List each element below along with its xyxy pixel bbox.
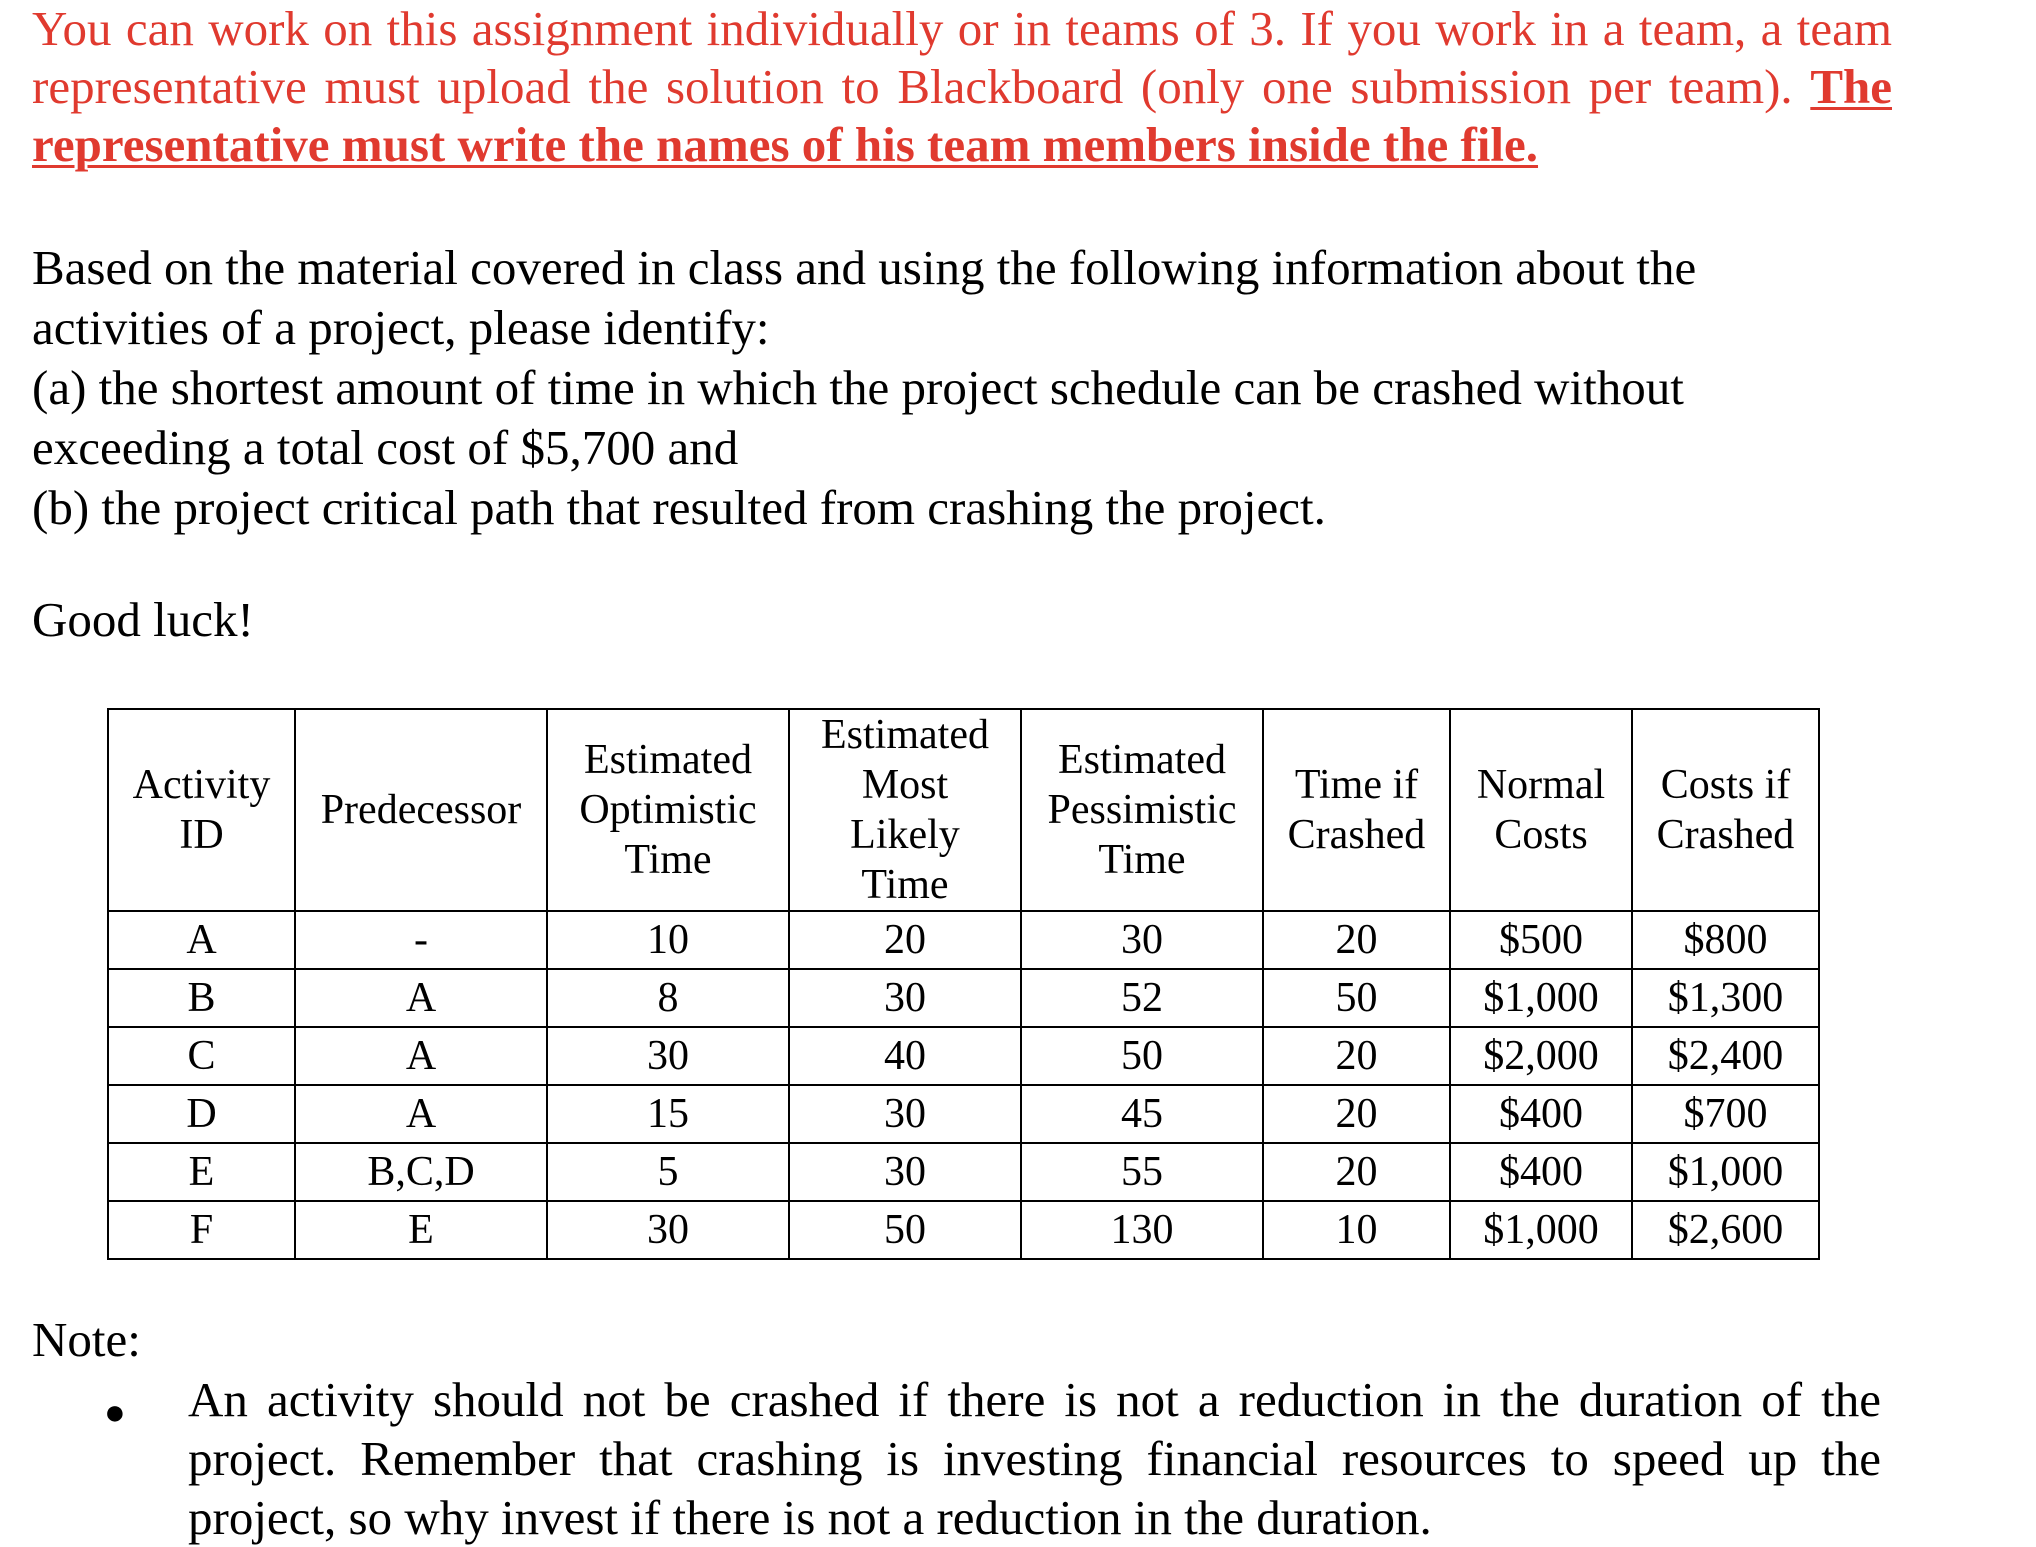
assignment-instructions	[32, 238, 1912, 538]
cell-optimistic: 30	[547, 1201, 789, 1259]
instruction-line: Based on the material covered in class and using the following information about the	[32, 240, 1697, 295]
cell-predecessor: B,C,D	[295, 1143, 547, 1201]
cell-pessimistic: 55	[1021, 1143, 1263, 1201]
instruction-line: (a) the shortest amount of time in which the project schedule can be crashed without	[32, 360, 1684, 415]
table-header-row	[108, 709, 1819, 911]
activities-table	[107, 708, 1820, 1260]
instruction-line: activities of a project, please identify:	[32, 300, 770, 355]
instruction-line: exceeding a total cost of $5,700 and	[32, 420, 739, 475]
cell-activity-id: C	[108, 1027, 295, 1085]
cell-predecessor: A	[295, 969, 547, 1027]
cell-optimistic: 8	[547, 969, 789, 1027]
cell-most-likely: 30	[789, 1085, 1021, 1143]
header-activity-id: Activity ID	[108, 709, 295, 911]
cell-normal-cost: $400	[1450, 1143, 1632, 1201]
header-predecessor: Predecessor	[295, 709, 547, 911]
header-normal-costs: Normal Costs	[1450, 709, 1632, 911]
cell-predecessor: A	[295, 1027, 547, 1085]
cell-pessimistic: 30	[1021, 911, 1263, 969]
bullet-icon: ●	[104, 1392, 126, 1432]
cell-optimistic: 30	[547, 1027, 789, 1085]
cell-most-likely: 20	[789, 911, 1021, 969]
header-optimistic-time: Estimated Optimistic Time	[547, 709, 789, 911]
cell-activity-id: F	[108, 1201, 295, 1259]
cell-predecessor: A	[295, 1085, 547, 1143]
note-title: Note:	[32, 1312, 141, 1367]
cell-optimistic: 5	[547, 1143, 789, 1201]
header-pessimistic-time: Estimated Pessimistic Time	[1021, 709, 1263, 911]
closing-text: Good luck!	[32, 592, 254, 647]
table-row	[108, 1201, 1819, 1259]
header-most-likely-time: Estimated Most Likely Time	[789, 709, 1021, 911]
cell-pessimistic: 50	[1021, 1027, 1263, 1085]
cell-crash-cost: $1,300	[1632, 969, 1819, 1027]
cell-crash-cost: $700	[1632, 1085, 1819, 1143]
cell-time-crashed: 10	[1263, 1201, 1450, 1259]
header-costs-if-crashed: Costs if Crashed	[1632, 709, 1819, 911]
table-row	[108, 1085, 1819, 1143]
cell-activity-id: E	[108, 1143, 295, 1201]
cell-time-crashed: 20	[1263, 1143, 1450, 1201]
team-notice-text: You can work on this assignment individually or in teams of 3. If you work in a team, a team representative must upload the solution to Blackboard (only one submission per team).	[32, 1, 1892, 114]
cell-pessimistic: 45	[1021, 1085, 1263, 1143]
cell-activity-id: D	[108, 1085, 295, 1143]
cell-predecessor: -	[295, 911, 547, 969]
cell-crash-cost: $1,000	[1632, 1143, 1819, 1201]
cell-time-crashed: 20	[1263, 911, 1450, 969]
cell-normal-cost: $500	[1450, 911, 1632, 969]
team-notice-emphasis: The representative must write the names of his team members inside the file.	[32, 59, 1892, 172]
cell-time-crashed: 50	[1263, 969, 1450, 1027]
cell-normal-cost: $1,000	[1450, 969, 1632, 1027]
cell-most-likely: 50	[789, 1201, 1021, 1259]
cell-time-crashed: 20	[1263, 1027, 1450, 1085]
cell-most-likely: 40	[789, 1027, 1021, 1085]
cell-crash-cost: $2,400	[1632, 1027, 1819, 1085]
cell-normal-cost: $1,000	[1450, 1201, 1632, 1259]
cell-activity-id: A	[108, 911, 295, 969]
cell-activity-id: B	[108, 969, 295, 1027]
table-row	[108, 1027, 1819, 1085]
cell-most-likely: 30	[789, 969, 1021, 1027]
cell-pessimistic: 52	[1021, 969, 1263, 1027]
cell-normal-cost: $2,000	[1450, 1027, 1632, 1085]
cell-crash-cost: $2,600	[1632, 1201, 1819, 1259]
cell-predecessor: E	[295, 1201, 547, 1259]
cell-time-crashed: 20	[1263, 1085, 1450, 1143]
cell-optimistic: 15	[547, 1085, 789, 1143]
cell-most-likely: 30	[789, 1143, 1021, 1201]
instruction-line: (b) the project critical path that resulted from crashing the project.	[32, 480, 1326, 535]
header-time-if-crashed: Time if Crashed	[1263, 709, 1450, 911]
table-row	[108, 911, 1819, 969]
note-text: An activity should not be crashed if there is not a reduction in the duration of the project. Remember that crashing is investing financial resources to speed up the project, so why invest if there is not a reduction in the duration.	[188, 1372, 1881, 1545]
cell-optimistic: 10	[547, 911, 789, 969]
team-notice	[32, 0, 1892, 174]
table-row	[108, 1143, 1819, 1201]
cell-pessimistic: 130	[1021, 1201, 1263, 1259]
table-row	[108, 969, 1819, 1027]
cell-crash-cost: $800	[1632, 911, 1819, 969]
cell-normal-cost: $400	[1450, 1085, 1632, 1143]
